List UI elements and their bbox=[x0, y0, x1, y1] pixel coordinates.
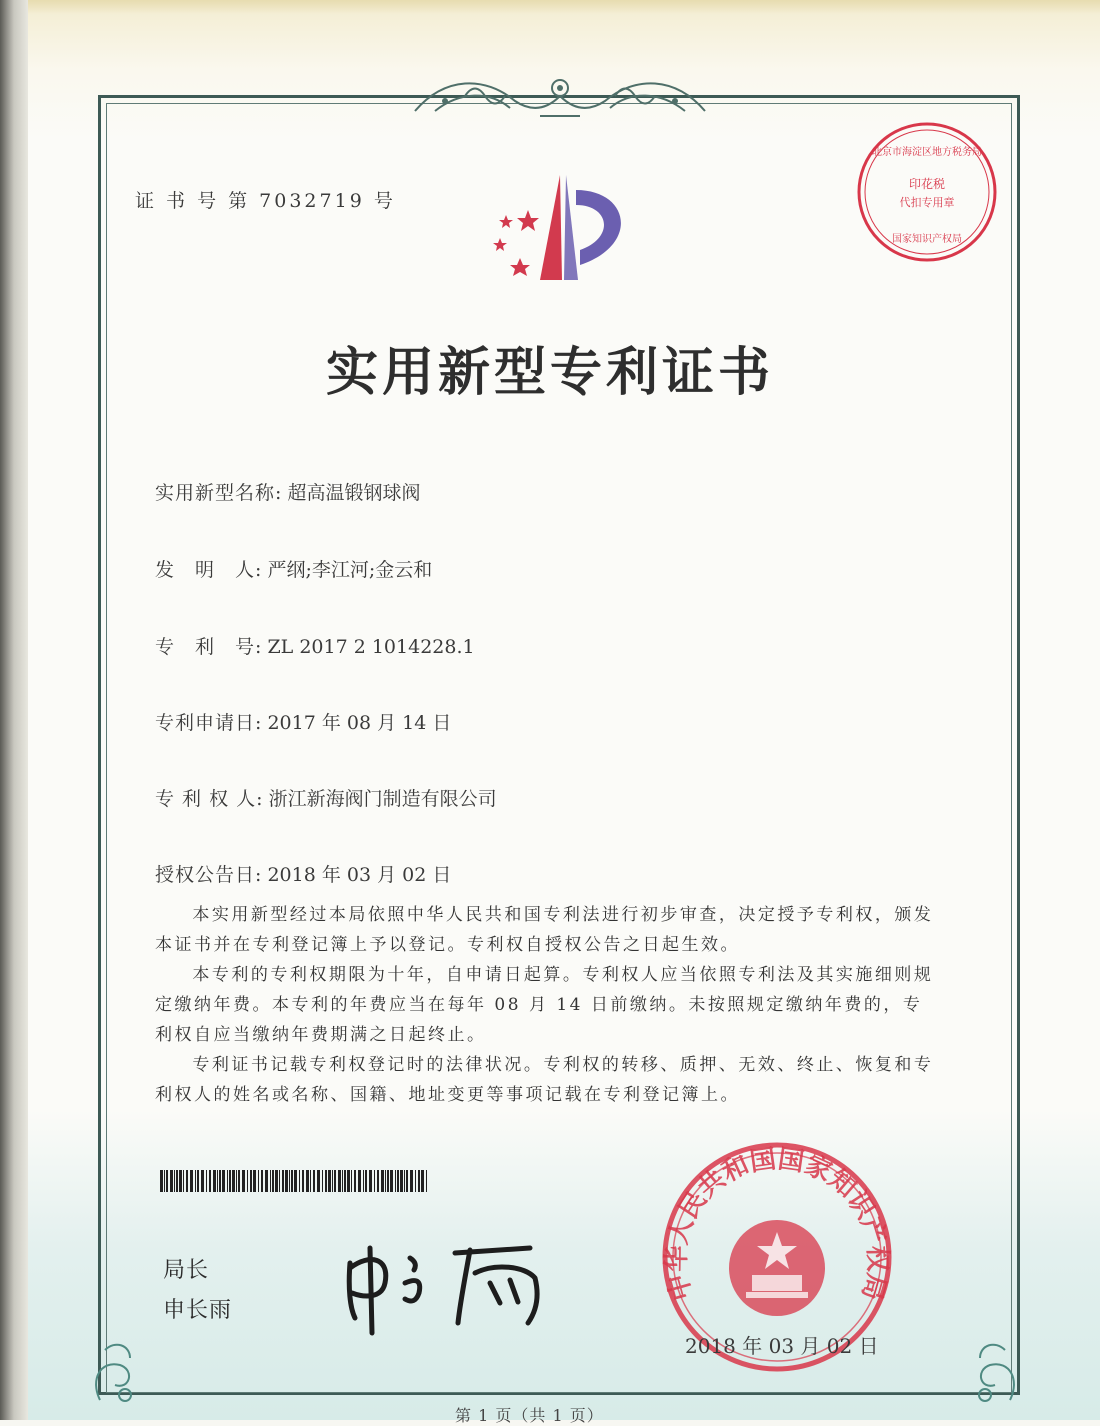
field-separator: : bbox=[255, 636, 262, 658]
field-value: 严纲;李江河;金云和 bbox=[267, 559, 433, 581]
body-paragraph: 本专利的专利权期限为十年，自申请日起算。专利权人应当依照专利法及其实施细则规定缴纳年费。本专利的年费应当在每年 08 月 14 日前缴纳。未按照规定缴纳年费的，专利权自应当缴纳年费期满之日起终止。 bbox=[155, 965, 934, 1045]
field-label: 实用新型名称 bbox=[155, 482, 276, 504]
svg-text:国家知识产权局: 国家知识产权局 bbox=[892, 234, 962, 245]
certificate-body bbox=[155, 900, 940, 1110]
field-application-date bbox=[155, 708, 451, 735]
corner-ornament-icon bbox=[80, 1320, 170, 1410]
svg-text:印花税: 印花税 bbox=[908, 177, 946, 191]
certificate-title: 实用新型专利证书 bbox=[325, 342, 774, 403]
field-label: 专 利 权 人 bbox=[155, 788, 257, 810]
cnipa-logo-icon bbox=[480, 170, 640, 295]
field-value: ZL 2017 2 1014228.1 bbox=[267, 636, 475, 658]
certificate-number: 证 书 号 第 7032719 号 bbox=[135, 190, 396, 212]
field-patent-number bbox=[155, 632, 475, 659]
field-label: 发 明 人 bbox=[155, 559, 256, 581]
scan-edge-left bbox=[0, 0, 28, 1420]
field-value: 浙江新海阀门制造有限公司 bbox=[268, 788, 497, 810]
field-label: 授权公告日 bbox=[155, 864, 256, 886]
field-grant-date bbox=[155, 860, 451, 887]
field-label: 专利申请日 bbox=[155, 712, 256, 734]
corner-ornament-icon bbox=[940, 1320, 1030, 1410]
field-utility-model-name bbox=[155, 478, 420, 505]
field-separator: : bbox=[256, 788, 263, 810]
svg-text:中华人民共和国国家知识产权局: 中华人民共和国国家知识产权局 bbox=[661, 1144, 893, 1304]
director-name: 申长雨 bbox=[163, 1298, 233, 1323]
field-label: 专 利 号 bbox=[155, 636, 256, 658]
body-paragraph: 本实用新型经过本局依照中华人民共和国专利法进行初步审查，决定授予专利权，颁发本证书并在专利登记簿上予以登记。专利权自授权公告之日起生效。 bbox=[155, 905, 934, 955]
svg-text:代扣专用章: 代扣专用章 bbox=[899, 196, 955, 209]
signature-icon bbox=[330, 1228, 570, 1338]
director-title: 局长 bbox=[163, 1258, 210, 1283]
field-patentee bbox=[155, 784, 497, 811]
tax-stamp-icon bbox=[855, 120, 1000, 265]
field-separator: : bbox=[255, 864, 262, 886]
field-value: 2018 年 03 月 02 日 bbox=[267, 864, 452, 886]
scan-edge-top bbox=[28, 0, 1100, 14]
field-value: 2017 年 08 月 14 日 bbox=[267, 712, 452, 734]
body-paragraph: 专利证书记载专利权登记时的法律状况。专利权的转移、质押、无效、终止、恢复和专利权人的姓名或名称、国籍、地址变更等事项记载在专利登记簿上。 bbox=[155, 1055, 934, 1105]
field-separator: : bbox=[255, 712, 262, 734]
field-separator: : bbox=[255, 559, 262, 581]
top-ornament-icon bbox=[405, 66, 715, 126]
barcode-icon bbox=[160, 1170, 430, 1192]
field-separator: : bbox=[275, 482, 282, 504]
issue-date: 2018 年 03 月 02 日 bbox=[685, 1334, 879, 1358]
field-value: 超高温锻钢球阀 bbox=[287, 482, 421, 504]
field-inventors bbox=[155, 555, 432, 582]
page-number: 第 1 页（共 1 页） bbox=[455, 1406, 604, 1425]
svg-text:北京市海淀区地方税务局: 北京市海淀区地方税务局 bbox=[872, 147, 982, 158]
